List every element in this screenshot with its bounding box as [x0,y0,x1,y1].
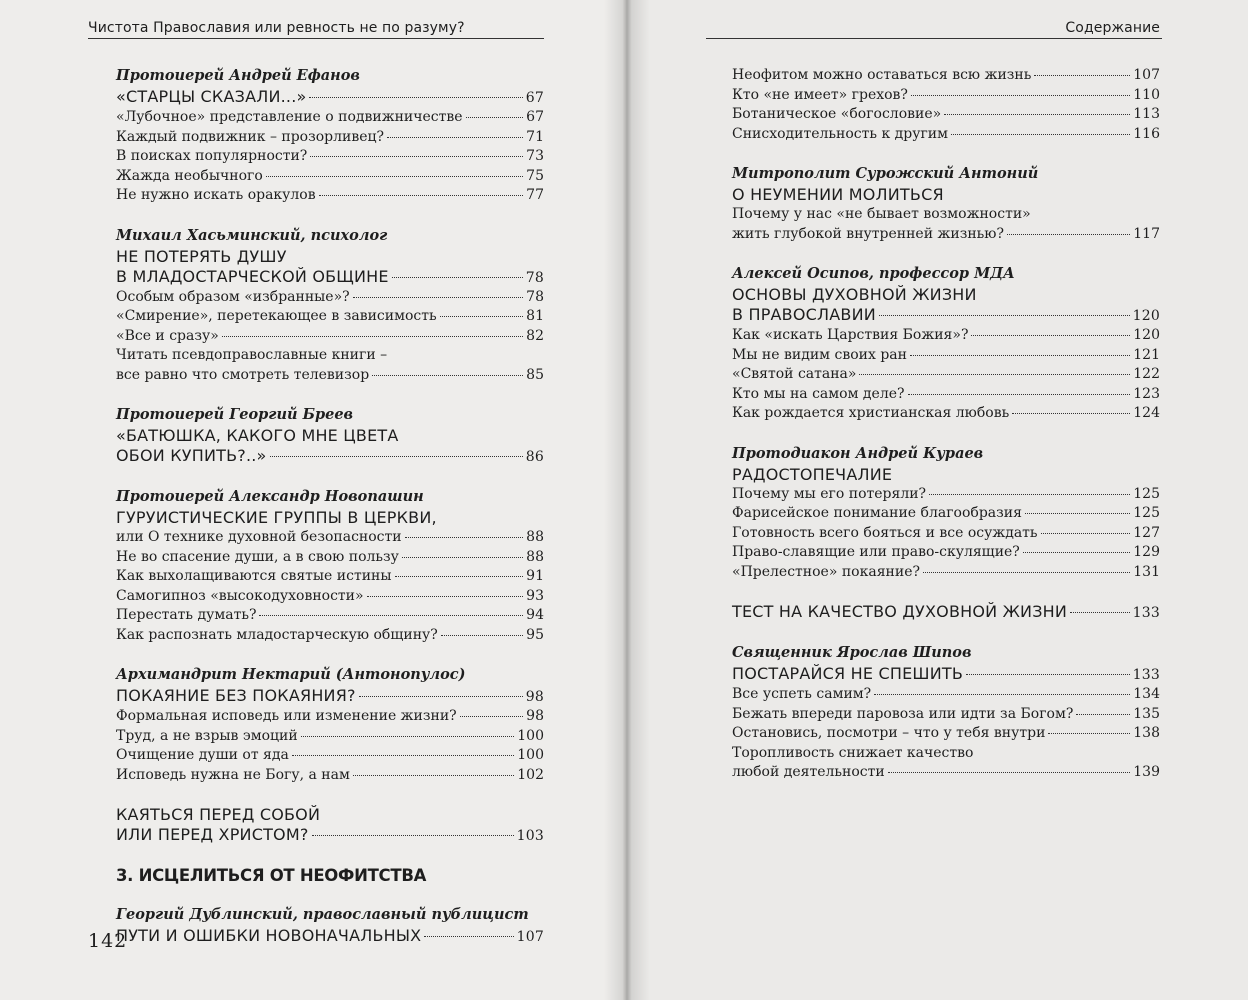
toc-section [116,805,544,846]
toc-entry [732,724,1160,744]
toc-entry [732,125,1160,145]
entry-title: «Святой сатана» [732,366,857,382]
toc-entry [116,766,544,786]
toc-right [732,66,1160,803]
entry-page-number: 138 [1133,725,1160,741]
entry-page-number: 125 [1133,505,1160,521]
entry-title: «СТАРЦЫ СКАЗАЛИ...» [116,87,307,106]
toc-section [732,66,1160,144]
toc-section [116,226,544,386]
entry-title: все равно что смотреть телевизор [116,366,370,383]
toc-entry-text: Читать псевдоправославные книги – [116,347,388,363]
section-title-entry [116,446,544,467]
toc-section [732,602,1160,623]
toc-entry [116,587,544,607]
dot-leader [1012,413,1130,414]
entry-title: ПОКАЯНИЕ БЕЗ ПОКАЯНИЯ? [116,686,356,705]
section-title: НЕ ПОТЕРЯТЬ ДУШУ [116,246,287,266]
dot-leader [259,615,523,616]
entry-title: Каждый подвижник – прозорливец? [116,128,385,145]
toc-entry [116,528,544,548]
entry-page-number: 134 [1133,686,1160,702]
entry-title: Формальная исповедь или изменение жизни? [116,708,457,724]
entry-page-number: 100 [517,747,544,763]
entry-title: Снисходительность к другим [732,125,949,142]
entry-page-number: 98 [525,689,544,705]
section-author: Протодиакон Андрей Кураев [732,444,984,462]
entry-page-number: 100 [517,727,544,744]
dot-leader [387,137,523,138]
entry-page-number: 107 [516,929,544,945]
section-title: РАДОСТОПЕЧАЛИЕ [732,464,893,484]
toc-entry [732,385,1160,405]
toc-section [116,665,544,785]
toc-section [732,643,1160,783]
entry-page-number: 121 [1133,346,1160,363]
section-title-entry [732,602,1160,623]
entry-title: ПОСТАРАЙСЯ НЕ СПЕШИТЬ [732,664,964,683]
page-number: 142 [88,930,128,952]
dot-leader [367,596,524,597]
dot-leader [1034,75,1130,76]
dot-leader [1070,612,1130,613]
section-title-entry [732,305,1160,326]
section-author: Протоиерей Георгий Бреев [116,406,354,423]
toc-section [732,164,1160,244]
toc-entry [732,365,1160,385]
toc-entry [116,746,544,766]
entry-title: «Смирение», перетекающее в зависимость [116,308,437,324]
toc-entry [116,606,544,626]
entry-title: любой деятельности [732,764,885,780]
toc-entry [732,705,1160,725]
entry-title: Право-славящие или право-скулящие? [732,544,1020,560]
entry-page-number: 139 [1133,764,1160,780]
toc-entry [732,543,1160,563]
toc-section [116,905,544,947]
section-author: Алексей Осипов, профессор МДА [732,265,1015,282]
entry-page-number: 94 [526,607,544,623]
entry-page-number: 78 [526,288,544,305]
entry-title: Перестать думать? [116,607,257,623]
running-head-left: Чистота Православия или ревность не по разуму? [88,20,465,36]
dot-leader [971,335,1130,336]
toc-entry [116,626,544,646]
entry-page-number: 85 [526,366,544,383]
entry-page-number: 120 [1132,308,1160,324]
toc-entry [732,504,1160,524]
dot-leader [266,176,523,177]
entry-title: Не нужно искать оракулов [116,187,316,203]
entry-page-number: 102 [517,766,544,783]
toc-entry [732,86,1160,106]
entry-title: Не во спасение души, а в свою пользу [116,548,399,565]
entry-title: «Прелестное» покаяние? [732,563,920,580]
entry-page-number: 116 [1133,125,1160,142]
entry-title: Как рождается христианская любовь [732,405,1010,421]
entry-title: ПУТИ И ОШИБКИ НОВОНАЧАЛЬНЫХ [116,926,422,945]
toc-section [116,405,544,467]
entry-title: В ПРАВОСЛАВИИ [732,305,876,324]
entry-title: Исповедь нужна не Богу, а нам [116,766,350,783]
section-title-entry [116,825,544,846]
entry-page-number: 81 [526,308,544,324]
entry-page-number: 95 [526,626,544,643]
entry-page-number: 88 [526,529,544,545]
entry-title: Жажда необычного [116,167,263,184]
header-rule-left [88,38,544,39]
toc-entry-text: Торопливость снижает качество [732,744,974,761]
toc-entry [116,567,544,587]
entry-page-number: 98 [526,708,544,724]
dot-leader [911,95,1130,96]
toc-entry [732,326,1160,346]
entry-title: жить глубокой внутренней жизнью? [732,225,1004,242]
toc-entry [732,685,1160,705]
chapter-heading: 3. ИСЦЕЛИТЬСЯ ОТ НЕОФИТСТВА [116,866,427,885]
dot-leader [310,156,523,157]
entry-title: Мы не видим своих ран [732,346,907,363]
section-title-entry [116,686,544,707]
toc-entry [116,147,544,167]
header-rule-right [706,38,1162,39]
section-title: «БАТЮШКА, КАКОГО МНЕ ЦВЕТА [116,426,399,445]
entry-page-number: 93 [526,587,544,604]
entry-title: Кто мы на самом деле? [732,385,905,402]
entry-page-number: 123 [1133,385,1160,402]
section-author: Георгий Дублинский, православный публицист [116,906,529,923]
entry-title: Готовность всего бояться и все осуждать [732,524,1038,541]
toc-entry [116,366,544,386]
dot-leader [1025,513,1130,514]
entry-title: Ботаническое «богословие» [732,106,942,122]
dot-leader [309,97,522,98]
entry-page-number: 86 [525,449,544,465]
dot-leader [859,374,1130,375]
toc-entry [116,707,544,727]
entry-page-number: 107 [1133,67,1160,83]
entry-page-number: 88 [526,548,544,565]
dot-leader [966,674,1130,675]
dot-leader [923,572,1130,573]
dot-leader [1041,533,1131,534]
section-title: ОСНОВЫ ДУХОВНОЙ ЖИЗНИ [732,285,977,304]
toc-entry [116,128,544,148]
dot-leader [888,772,1131,773]
entry-page-number: 131 [1133,563,1160,580]
toc-entry [732,485,1160,505]
toc-section [732,264,1160,424]
toc-entry [116,288,544,308]
dot-leader [353,297,524,298]
entry-page-number: 82 [526,327,544,344]
entry-page-number: 110 [1133,86,1160,103]
dot-leader [359,696,523,697]
section-title-entry [116,267,544,288]
entry-title: Труд, а не взрыв эмоций [116,727,298,744]
section-author: Митрополит Сурожский Антоний [732,165,1039,182]
entry-title: Бежать впереди паровоза или идти за Богом? [732,705,1074,722]
toc-section [116,66,544,206]
dot-leader [944,114,1130,115]
dot-leader [395,576,524,577]
dot-leader [929,494,1130,495]
dot-leader [402,557,523,558]
entry-title: «Лубочное» представление о подвижничестве [116,109,463,125]
entry-page-number: 103 [516,828,544,844]
entry-page-number: 120 [1133,327,1160,343]
entry-page-number: 67 [526,109,544,125]
toc-entry [116,108,544,128]
toc-left [116,66,544,967]
dot-leader [319,195,524,196]
entry-page-number: 78 [525,269,544,286]
section-author: Протоиерей Александр Новопашин [116,488,424,505]
toc-entry [732,105,1160,125]
entry-title: Как распознать младостарческую общину? [116,626,438,643]
right-page [626,0,1248,1000]
toc-entry [116,327,544,347]
running-head-right: Содержание [1065,20,1160,36]
toc-entry [732,563,1160,583]
dot-leader [424,936,513,937]
toc-entry [116,548,544,568]
dot-leader [301,736,515,737]
section-author: Священник Ярослав Шипов [732,644,972,661]
entry-page-number: 67 [525,90,544,106]
entry-title: Самогипноз «высокодуховности» [116,587,364,604]
entry-page-number: 133 [1132,667,1160,683]
entry-title: Все успеть самим? [732,686,872,702]
dot-leader [951,134,1130,135]
dot-leader [292,755,514,756]
dot-leader [910,355,1130,356]
dot-leader [1076,714,1130,715]
section-author: Михаил Хасьминский, психолог [116,226,388,244]
dot-leader [908,394,1131,395]
dot-leader [1023,552,1130,553]
dot-leader [392,277,523,278]
toc-section [116,487,544,645]
entry-page-number: 73 [526,148,544,164]
section-title-entry [116,926,544,947]
toc-entry [116,727,544,747]
section-author: Архимандрит Нектарий (Антонопулос) [116,666,466,683]
dot-leader [1007,234,1130,235]
dot-leader [405,537,524,538]
entry-page-number: 117 [1133,225,1160,242]
entry-title: «Все и сразу» [116,327,219,344]
toc-entry [116,186,544,206]
entry-title: Неофитом можно оставаться всю жизнь [732,67,1032,83]
entry-title: ТЕСТ НА КАЧЕСТВО ДУХОВНОЙ ЖИЗНИ [732,602,1068,621]
section-title: О НЕУМЕНИИ МОЛИТЬСЯ [732,185,944,204]
entry-title: Кто «не имеет» грехов? [732,86,908,103]
book-gutter-shadow [604,0,650,1000]
toc-section [732,444,1160,583]
dot-leader [441,635,523,636]
dot-leader [460,716,523,717]
entry-title: ИЛИ ПЕРЕД ХРИСТОМ? [116,825,309,844]
entry-page-number: 113 [1133,106,1160,122]
toc-entry [116,307,544,327]
entry-title: Почему мы его потеряли? [732,485,927,502]
entry-page-number: 77 [526,187,544,203]
dot-leader [466,117,524,118]
entry-page-number: 133 [1132,605,1160,621]
entry-page-number: 124 [1133,405,1160,421]
entry-page-number: 71 [526,128,544,145]
toc-entry [116,167,544,187]
entry-title: Остановись, посмотри – что у тебя внутри [732,725,1046,741]
entry-page-number: 91 [526,568,544,584]
dot-leader [222,336,523,337]
section-title: КАЯТЬСЯ ПЕРЕД СОБОЙ [116,805,321,824]
dot-leader [270,456,523,457]
entry-page-number: 129 [1133,544,1160,560]
toc-entry [732,404,1160,424]
entry-title: Как выхолащиваются святые истины [116,568,392,584]
entry-title: или О технике духовной безопасности [116,529,402,545]
section-title-entry [732,664,1160,685]
entry-title: В МЛАДОСТАРЧЕСКОЙ ОБЩИНЕ [116,266,389,286]
dot-leader [353,775,514,776]
entry-title: В поисках популярности? [116,148,308,164]
toc-entry [732,763,1160,783]
section-title: ГУРУИСТИЧЕСКИЕ ГРУППЫ В ЦЕРКВИ, [116,508,437,527]
entry-page-number: 135 [1133,705,1160,722]
toc-entry [732,524,1160,544]
dot-leader [1048,733,1130,734]
entry-title: Очищение души от яда [116,747,289,763]
toc-entry [732,225,1160,245]
toc-entry [732,346,1160,366]
section-title-entry [116,87,544,108]
entry-title: Фарисейское понимание благообразия [732,505,1022,521]
dot-leader [440,316,524,317]
entry-page-number: 75 [526,167,544,184]
entry-title: Особым образом «избранные»? [116,288,350,305]
toc-entry [732,66,1160,86]
section-author: Протоиерей Андрей Ефанов [116,67,360,84]
entry-page-number: 127 [1133,524,1160,541]
dot-leader [874,694,1130,695]
dot-leader [372,375,523,376]
entry-title: ОБОИ КУПИТЬ?..» [116,446,267,465]
entry-page-number: 125 [1133,485,1160,502]
entry-page-number: 122 [1133,366,1160,382]
entry-title: Как «искать Царствия Божия»? [732,327,969,343]
toc-entry-text: Почему у нас «не бывает возможности» [732,206,1031,222]
dot-leader [312,835,514,836]
dot-leader [879,315,1130,316]
